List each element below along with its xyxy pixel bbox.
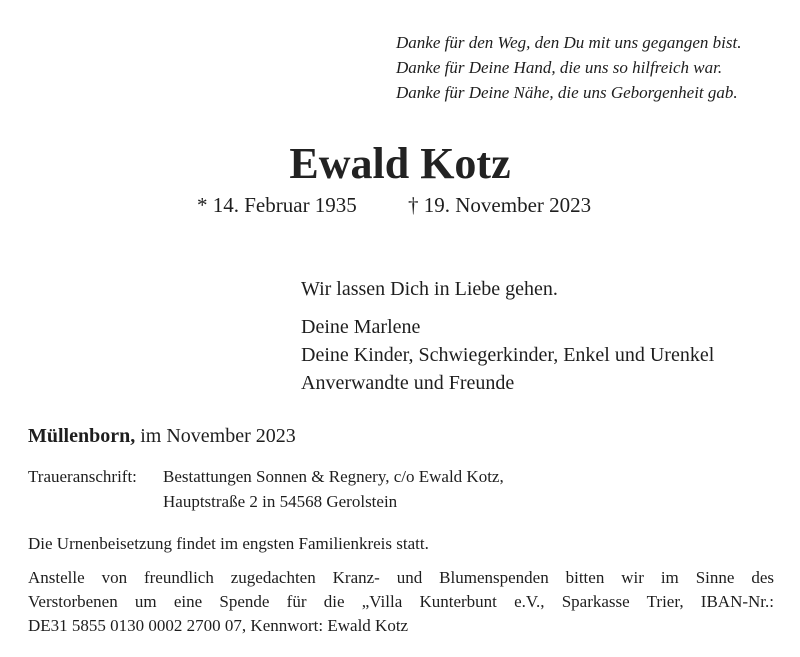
donation-line: DE31 5855 0130 0002 2700 07, Kennwort: Ewald Kotz bbox=[28, 616, 409, 635]
donation-line: Anstelle von freundlich zugedachten Kranz- und Blumenspenden bitten wir im Sinne des bbox=[28, 568, 774, 587]
mourner-line: Anverwandte und Freunde bbox=[301, 372, 515, 394]
mourner-line: Deine Marlene bbox=[301, 316, 421, 338]
donation-line: Verstorbenen um eine Spende für die „Villa Kunterbunt e.V., Sparkasse Trier, IBAN-Nr.: bbox=[28, 592, 774, 611]
donation-notice bbox=[28, 566, 774, 638]
urn-notice: Die Urnenbeisetzung findet im engsten Familienkreis statt. bbox=[28, 534, 429, 553]
farewell-line: Wir lassen Dich in Liebe gehen. bbox=[301, 278, 558, 300]
place-town: Müllenborn, bbox=[28, 425, 136, 447]
deceased-name: Ewald Kotz bbox=[289, 139, 511, 188]
poem-line: Danke für Deine Hand, die uns so hilfreich war. bbox=[396, 58, 723, 77]
place-date bbox=[28, 422, 296, 450]
poem-verse bbox=[396, 30, 741, 105]
address-line-2: Hauptstraße 2 in 54568 Gerolstein bbox=[163, 492, 398, 511]
birth-date: * 14. Februar 1935 bbox=[197, 193, 357, 217]
place-date-text: im November 2023 bbox=[135, 425, 296, 447]
poem-line: Danke für Deine Nähe, die uns Geborgenheit gab. bbox=[396, 83, 738, 102]
poem-line: Danke für den Weg, den Du mit uns gegangen bist. bbox=[396, 33, 742, 52]
address-label: Traueranschrift: bbox=[28, 467, 137, 486]
death-date: † 19. November 2023 bbox=[408, 193, 592, 217]
mourner-line: Deine Kinder, Schwiegerkinder, Enkel und Urenkel bbox=[301, 344, 715, 366]
address-line-1: Bestattungen Sonnen & Regnery, c/o Ewald Kotz, bbox=[163, 467, 504, 486]
mourners-list bbox=[301, 313, 714, 397]
